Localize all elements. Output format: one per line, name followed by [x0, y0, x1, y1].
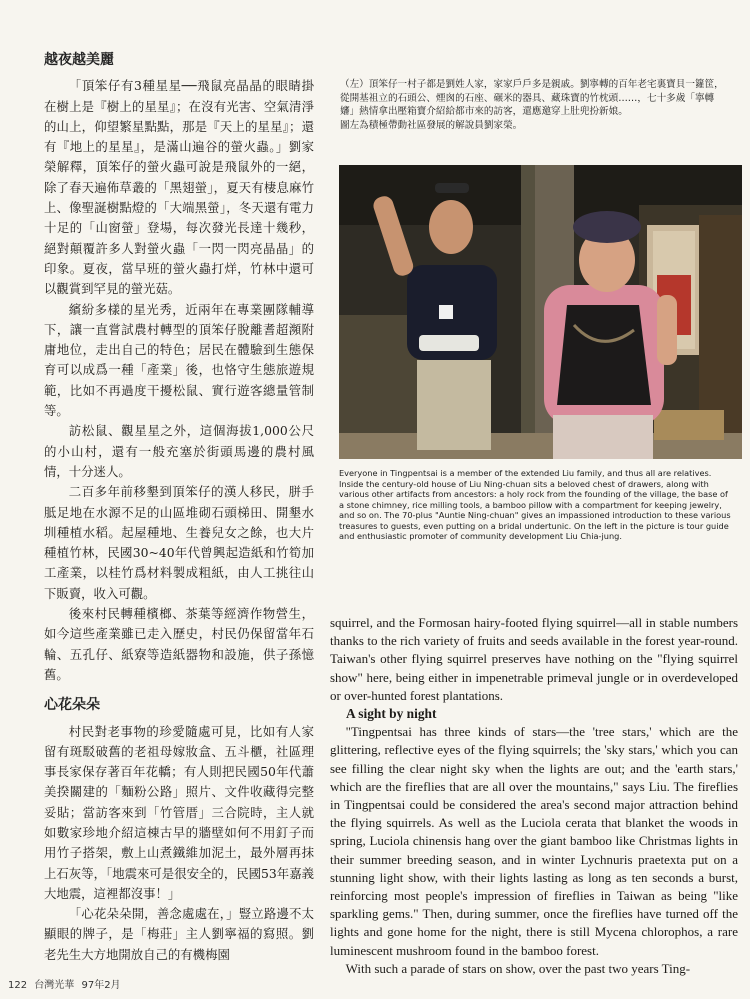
zh-paragraph: 二百多年前移墾到頂笨仔的漢人移民，胼手胝足地在水源不足的山區堆砌石頭梯田、開墾水圳種植水稻。起屋種地、生養兒女之餘，也大片種植竹林，民國30~40年代曾興起造紙和竹筍加工產業，以桂竹爲材料製成粗紙，由人工挑往山下販賣，收入可觀。	[44, 484, 314, 601]
zh-paragraph: 「頂笨仔有3種星星──飛鼠亮晶晶的眼睛掛在樹上是『樹上的星星』；在沒有光害、空氣清淨的山上，仰望繁星點點，那是『天上的星星』；還有『地上的星星』，是滿山遍谷的螢火蟲。」劉家榮解釋，頂笨仔的螢火蟲可說是飛鼠外的一絕，除了春天遍佈草叢的「黑翅螢」，夏天有棲息麻竹上、像聖誕樹點燈的「大端黑螢」，冬天還有電力十足的「山窗螢」登場，每次發光長達十幾秒，絕對顛覆許多人對螢火蟲「一閃一閃亮晶晶」的印象。夏夜，當早班的螢火蟲打烊，竹林中還可以觀賞到罕見的螢光菇。	[44, 78, 314, 297]
zh-paragraph: 繽紛多樣的星光秀，近兩年在專業團隊輔導下，讓一直嘗試農村轉型的頂笨仔脫離耆超瀕附庸地位，走出自己的特色；居民在體驗到生態保育可以成爲一種「產業」後，也恪守生態旅遊規範，比如不再過度干擾松鼠、實行遊客總量管制等。	[44, 301, 314, 419]
photo-two-villagers	[339, 165, 742, 459]
section-heading-sight-by-night: A sight by night	[346, 706, 437, 722]
magazine-name: 台灣光華	[34, 980, 75, 991]
page-number: 122	[8, 980, 28, 991]
caption-text: Everyone in Tingpentsai is a member of the extended Liu family, and thus all are relatives. Inside the century-old house of Liu Ning-chuan sits a beloved chest of drawers, along with various other artifacts from ancestors: a holy rock from the founding of the village, the base of a stone chimney, rice milling tools, a bamboo pillow with a compartment for keeping jewelry, and so on. The 70-plus "Auntie Ning-chuan" gives an impassioned introduction to these various treasures to guests, even putting on a bridal undertunic. On the left in the picture is tour guide and enthusiastic promoter of community development Liu Chia-jung.	[339, 468, 731, 541]
zh-paragraph: 訪松鼠、觀星星之外，這個海拔1,000公尺的小山村，還有一般充塞於街頭馬邊的農村風情，十分迷人。	[44, 423, 314, 479]
section-heading-night: 越夜越美麗	[44, 52, 114, 68]
en-paragraph: "Tingpentsai has three kinds of stars—the 'tree stars,' which are the glittering, reflective eyes of the flying squirrels; the 'sky stars,' which you can see filling the clear night sky when the lights are out; and the 'earth stars,' which are the fireflies that are all over the mountains," says Liu. The fireflies in Tingpentsai could be considered the area's second major attraction behind the flying squirrels. As well as the Luciola cerata that blanket the woods in spring, Luciola chinensis hang over the giant bamboo like Christmas lights in their summer breeding season, and in winter Lychnuris praetexta put on a stunning light show, with their lights lasting as long as ten seconds a burst, reinforcing most people's impression of fireflies in Taiwan as being "like sparkling gems." Then, during summer, once the fireflies have turned off the lights and gone home for the night, there is still Mycena chlorophos, a rare luminescent mushroom found in the bamboo forest.	[330, 724, 738, 958]
zh-paragraph: 後來村民轉種檳榔、茶葉等經濟作物營生，如今這些產業雖已走入歷史，村民仍保留當年石輪、五孔仔、紙寮等造紙器物和設施，供子孫憶舊。	[44, 606, 314, 682]
issue-date: 97年2月	[81, 980, 121, 991]
chinese-photo-caption	[340, 78, 725, 132]
zh-paragraph: 「心花朵朵開，善念處處在，」豎立路邊不太顯眼的牌子，是「梅莊」主人劉寧福的寫照。劉老先生大方地開放自己的有機梅園	[44, 906, 314, 962]
photo-illustration	[339, 165, 742, 459]
zh-paragraph: 村民對老事物的珍愛隨處可見，比如有人家留有斑駁破舊的老祖母嫁妝盒、五斗櫃，社區理事長家保存著百年花轎；有人則把民國50年代蕭美揆關建的「麵粉公路」照片、文件收藏得完整妥貼；當訪客來到「竹管厝」三合院時，主人就如數家珍地介紹這棟古早的牆壁如何不用釘子而用竹子搭架，敷上山煮鐵維加泥土，最外層再抹上石灰等，「地震來可是很安全的，民國53年嘉義大地震，這裡都沒事！」	[44, 723, 314, 901]
section-heading-flowers: 心花朵朵	[44, 697, 100, 714]
chinese-article-column	[44, 50, 314, 965]
en-paragraph: squirrel, and the Formosan hairy-footed flying squirrel—all in stable numbers thanks to the rich variety of fruits and seeds available in the forest year-round. Taiwan's other flying squirrel preserves have nothing on the "flying squirrel show" here, being either in impenetrable primeval jungle or in overdeveloped or over-hunted forest plantations.	[330, 615, 738, 703]
caption-line: 圖左為積極帶動社區發展的解說員劉家榮。	[340, 119, 523, 131]
english-photo-caption	[339, 468, 734, 542]
caption-line: （左）頂笨仔一村子都是劉姓人家，家家戶戶多是親戚。劉寧轉的百年老宅裏寶貝一籮筐，從開基祖立的石頭公、煙囪的石座、碾米的器具、藏珠寶的竹枕頭……，七十多歲「寧轉嬸」熱情拿出壓箱寶介紹給都市來的訪客，還應邀穿上肚兜扮新娘。	[340, 79, 724, 118]
en-paragraph: With such a parade of stars on show, over the past two years Ting-	[345, 960, 691, 976]
page-footer	[8, 976, 125, 991]
english-article-column	[330, 614, 738, 978]
